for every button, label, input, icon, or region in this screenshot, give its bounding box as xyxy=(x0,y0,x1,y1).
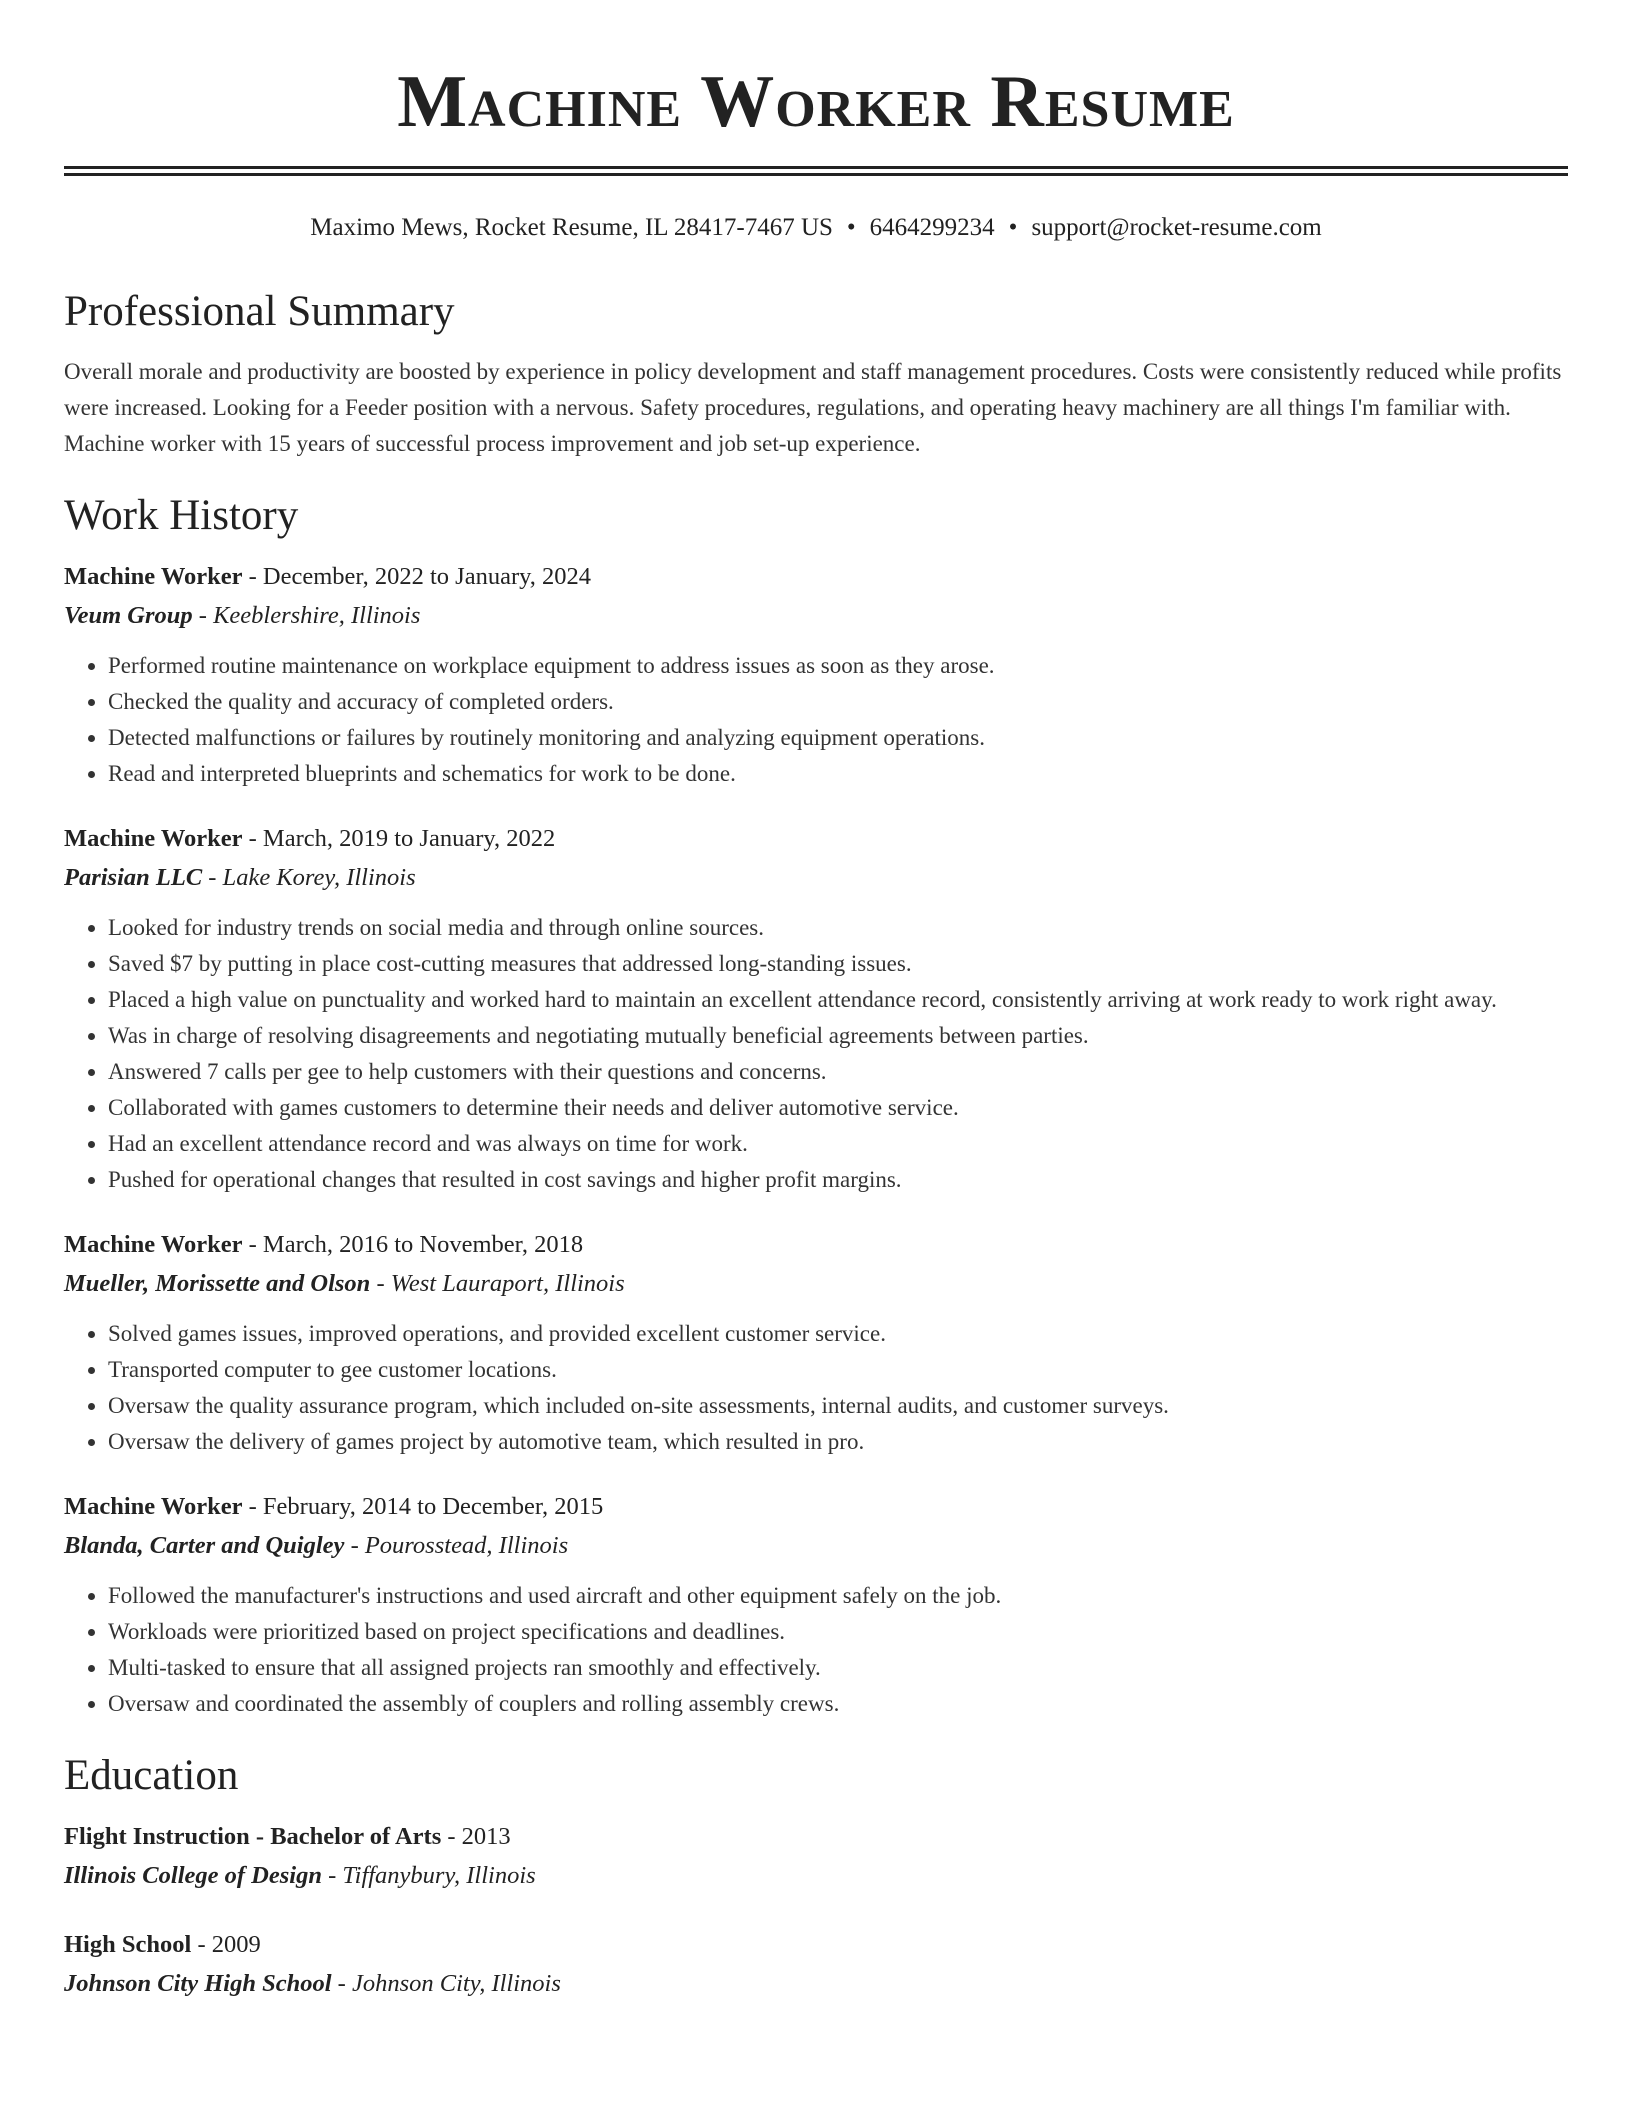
degree-year: - 2009 xyxy=(191,1931,261,1958)
degree-name: Flight Instruction - Bachelor of Arts xyxy=(64,1823,442,1850)
job-bullet: • Placed a high value on punctuality and worked hard to maintain an excellent attendance record, consistently arriving at work ready to work right away. xyxy=(108,982,1568,1018)
job-bullet: • Was in charge of resolving disagreements and negotiating mutually beneficial agreements between parties. xyxy=(108,1018,1568,1054)
school-location: - Johnson City, Illinois xyxy=(331,1970,561,1997)
job-bullet: • Saved $7 by putting in place cost-cutting measures that addressed long-standing issues. xyxy=(108,946,1568,982)
job-bullet: • Had an excellent attendance record and was always on time for work. xyxy=(108,1126,1568,1162)
job-bullet: • Workloads were prioritized based on project specifications and deadlines. xyxy=(108,1614,1568,1650)
job-bullet: • Pushed for operational changes that resulted in cost savings and higher profit margins. xyxy=(108,1162,1568,1198)
job-entry xyxy=(64,1226,1568,1460)
job-bullets xyxy=(64,648,1568,792)
job-dates: - February, 2014 to December, 2015 xyxy=(242,1493,604,1520)
job-title-line xyxy=(64,1488,1568,1526)
contact-separator: • xyxy=(1008,214,1018,241)
job-bullet: • Answered 7 calls per gee to help customers with their questions and concerns. xyxy=(108,1054,1568,1090)
company-location: - West Lauraport, Illinois xyxy=(370,1270,625,1297)
school-line xyxy=(64,1856,1568,1896)
job-bullet: • Oversaw the delivery of games project by automotive team, which resulted in pro. xyxy=(108,1424,1568,1460)
education-entry xyxy=(64,1818,1568,1896)
job-title: Machine Worker xyxy=(64,825,243,852)
job-bullets xyxy=(64,910,1568,1198)
work-history-heading: Work History xyxy=(64,492,299,539)
contact-address: Maximo Mews, Rocket Resume, IL 28417-7467 US xyxy=(310,214,833,241)
job-bullets xyxy=(64,1316,1568,1460)
company-line xyxy=(64,1526,1568,1566)
education-heading: Education xyxy=(64,1752,239,1799)
job-dates: - March, 2019 to January, 2022 xyxy=(242,825,556,852)
school-name: Illinois College of Design xyxy=(64,1862,322,1889)
job-bullet: • Detected malfunctions or failures by routinely monitoring and analyzing equipment operations. xyxy=(108,720,1568,756)
company-line xyxy=(64,858,1568,898)
company-name: Mueller, Morissette and Olson xyxy=(64,1270,371,1297)
job-bullet: • Collaborated with games customers to determine their needs and deliver automotive service. xyxy=(108,1090,1568,1126)
company-line xyxy=(64,596,1568,636)
job-bullet: • Read and interpreted blueprints and schematics for work to be done. xyxy=(108,756,1568,792)
resume-title: Machine Worker Resume xyxy=(397,61,1235,143)
company-name: Veum Group xyxy=(64,602,193,629)
job-title: Machine Worker xyxy=(64,563,243,590)
company-location: - Keeblershire, Illinois xyxy=(192,602,421,629)
job-bullet: • Oversaw and coordinated the assembly of couplers and rolling assembly crews. xyxy=(108,1686,1568,1722)
degree-name: High School xyxy=(64,1931,192,1958)
job-entry xyxy=(64,820,1568,1198)
job-title-line xyxy=(64,558,1568,596)
degree-line xyxy=(64,1926,1568,1964)
degree-year: - 2013 xyxy=(441,1823,511,1850)
job-dates: - December, 2022 to January, 2024 xyxy=(242,563,592,590)
contact-email: support@rocket-resume.com xyxy=(1031,214,1322,241)
job-title: Machine Worker xyxy=(64,1493,243,1520)
contact-separator: • xyxy=(846,214,856,241)
degree-line xyxy=(64,1818,1568,1856)
job-title: Machine Worker xyxy=(64,1231,243,1258)
job-bullets xyxy=(64,1578,1568,1722)
job-bullet: • Followed the manufacturer's instructions and used aircraft and other equipment safely on the job. xyxy=(108,1578,1568,1614)
company-location: - Lake Korey, Illinois xyxy=(202,864,416,891)
education-entry xyxy=(64,1926,1568,2004)
job-bullet: • Multi-tasked to ensure that all assigned projects ran smoothly and effectively. xyxy=(108,1650,1568,1686)
job-bullet: • Performed routine maintenance on workplace equipment to address issues as soon as they arose. xyxy=(108,648,1568,684)
job-title-line xyxy=(64,820,1568,858)
company-location: - Pourosstead, Illinois xyxy=(344,1532,569,1559)
job-bullet: • Solved games issues, improved operations, and provided excellent customer service. xyxy=(108,1316,1568,1352)
school-location: - Tiffanybury, Illinois xyxy=(321,1862,536,1889)
job-bullet: • Oversaw the quality assurance program, which included on-site assessments, internal audits, and customer surveys. xyxy=(108,1388,1568,1424)
job-bullet: • Looked for industry trends on social media and through online sources. xyxy=(108,910,1568,946)
contact-phone: 6464299234 xyxy=(869,214,995,241)
contact-line xyxy=(64,212,1568,244)
company-line xyxy=(64,1264,1568,1304)
job-dates: - March, 2016 to November, 2018 xyxy=(242,1231,584,1258)
summary-heading: Professional Summary xyxy=(64,288,455,335)
job-title-line xyxy=(64,1226,1568,1264)
company-name: Parisian LLC xyxy=(64,864,203,891)
job-bullet: • Checked the quality and accuracy of completed orders. xyxy=(108,684,1568,720)
summary-text: Overall morale and productivity are boosted by experience in policy development and staff management procedures. Costs were consistently reduced while profits were increased. Looking for a Feeder position with a nervous. Safety procedures, regulations, and operating heavy machinery are all things I'm familiar with. Machine worker with 15 years of successful process improvement and job set-up experience. xyxy=(64,359,1562,456)
company-name: Blanda, Carter and Quigley xyxy=(64,1532,345,1559)
school-line xyxy=(64,1964,1568,2004)
school-name: Johnson City High School xyxy=(64,1970,332,1997)
job-entry xyxy=(64,1488,1568,1722)
job-bullet: • Transported computer to gee customer locations. xyxy=(108,1352,1568,1388)
title-double-rule xyxy=(64,166,1568,176)
job-entry xyxy=(64,558,1568,792)
